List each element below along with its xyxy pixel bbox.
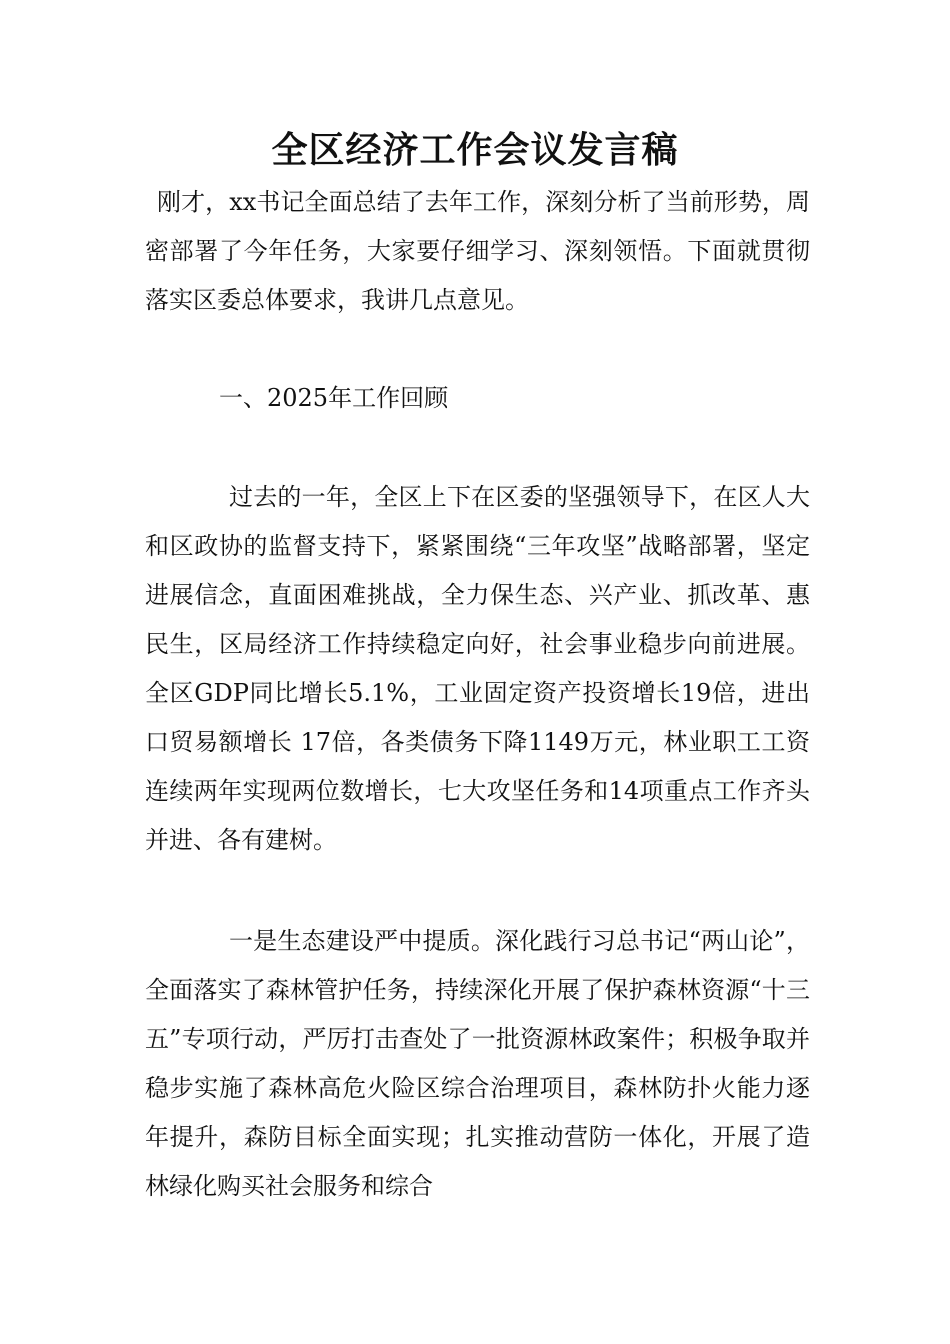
section-heading: 一、2025年工作回顾 (219, 384, 449, 412)
ecology-paragraph: 一是生态建设严中提质。深化践行习总书记“两山论”，全面落实了森林管护任务，持续深化开展了保护森林资源“十三五”专项行动，严厉打击查处了一批资源林政案件；积极争取并稳步实施了森林高危火险区综合治理项目，森林防扑火能力逐年提升，森防目标全面实现；扎实推动营防一体化，开展了造林绿化购买社会服务和综合 (145, 927, 810, 1200)
document-title: 全区经济工作会议发言稿 (271, 130, 679, 171)
review-paragraph: 过去的一年，全区上下在区委的坚强领导下，在区人大和区政协的监督支持下，紧紧围绕“三年攻坚”战略部署，坚定进展信念，直面困难挑战，全力保生态、兴产业、抓改革、惠民生，区局经济工作持续稳定向好，社会事业稳步向前进展。全区GDP同比增长5.1%，工业固定资产投资增长19倍，进出口贸易额增长 17倍，各类债务下降1149万元，林业职工工资连续两年实现两位数增长，七大攻坚任务和14项重点工作齐头并进、各有建树。 (145, 483, 810, 854)
intro-paragraph: 刚才，xx书记全面总结了去年工作，深刻分析了当前形势，周密部署了今年任务，大家要仔细学习、深刻领悟。下面就贯彻落实区委总体要求，我讲几点意见。 (145, 188, 810, 314)
